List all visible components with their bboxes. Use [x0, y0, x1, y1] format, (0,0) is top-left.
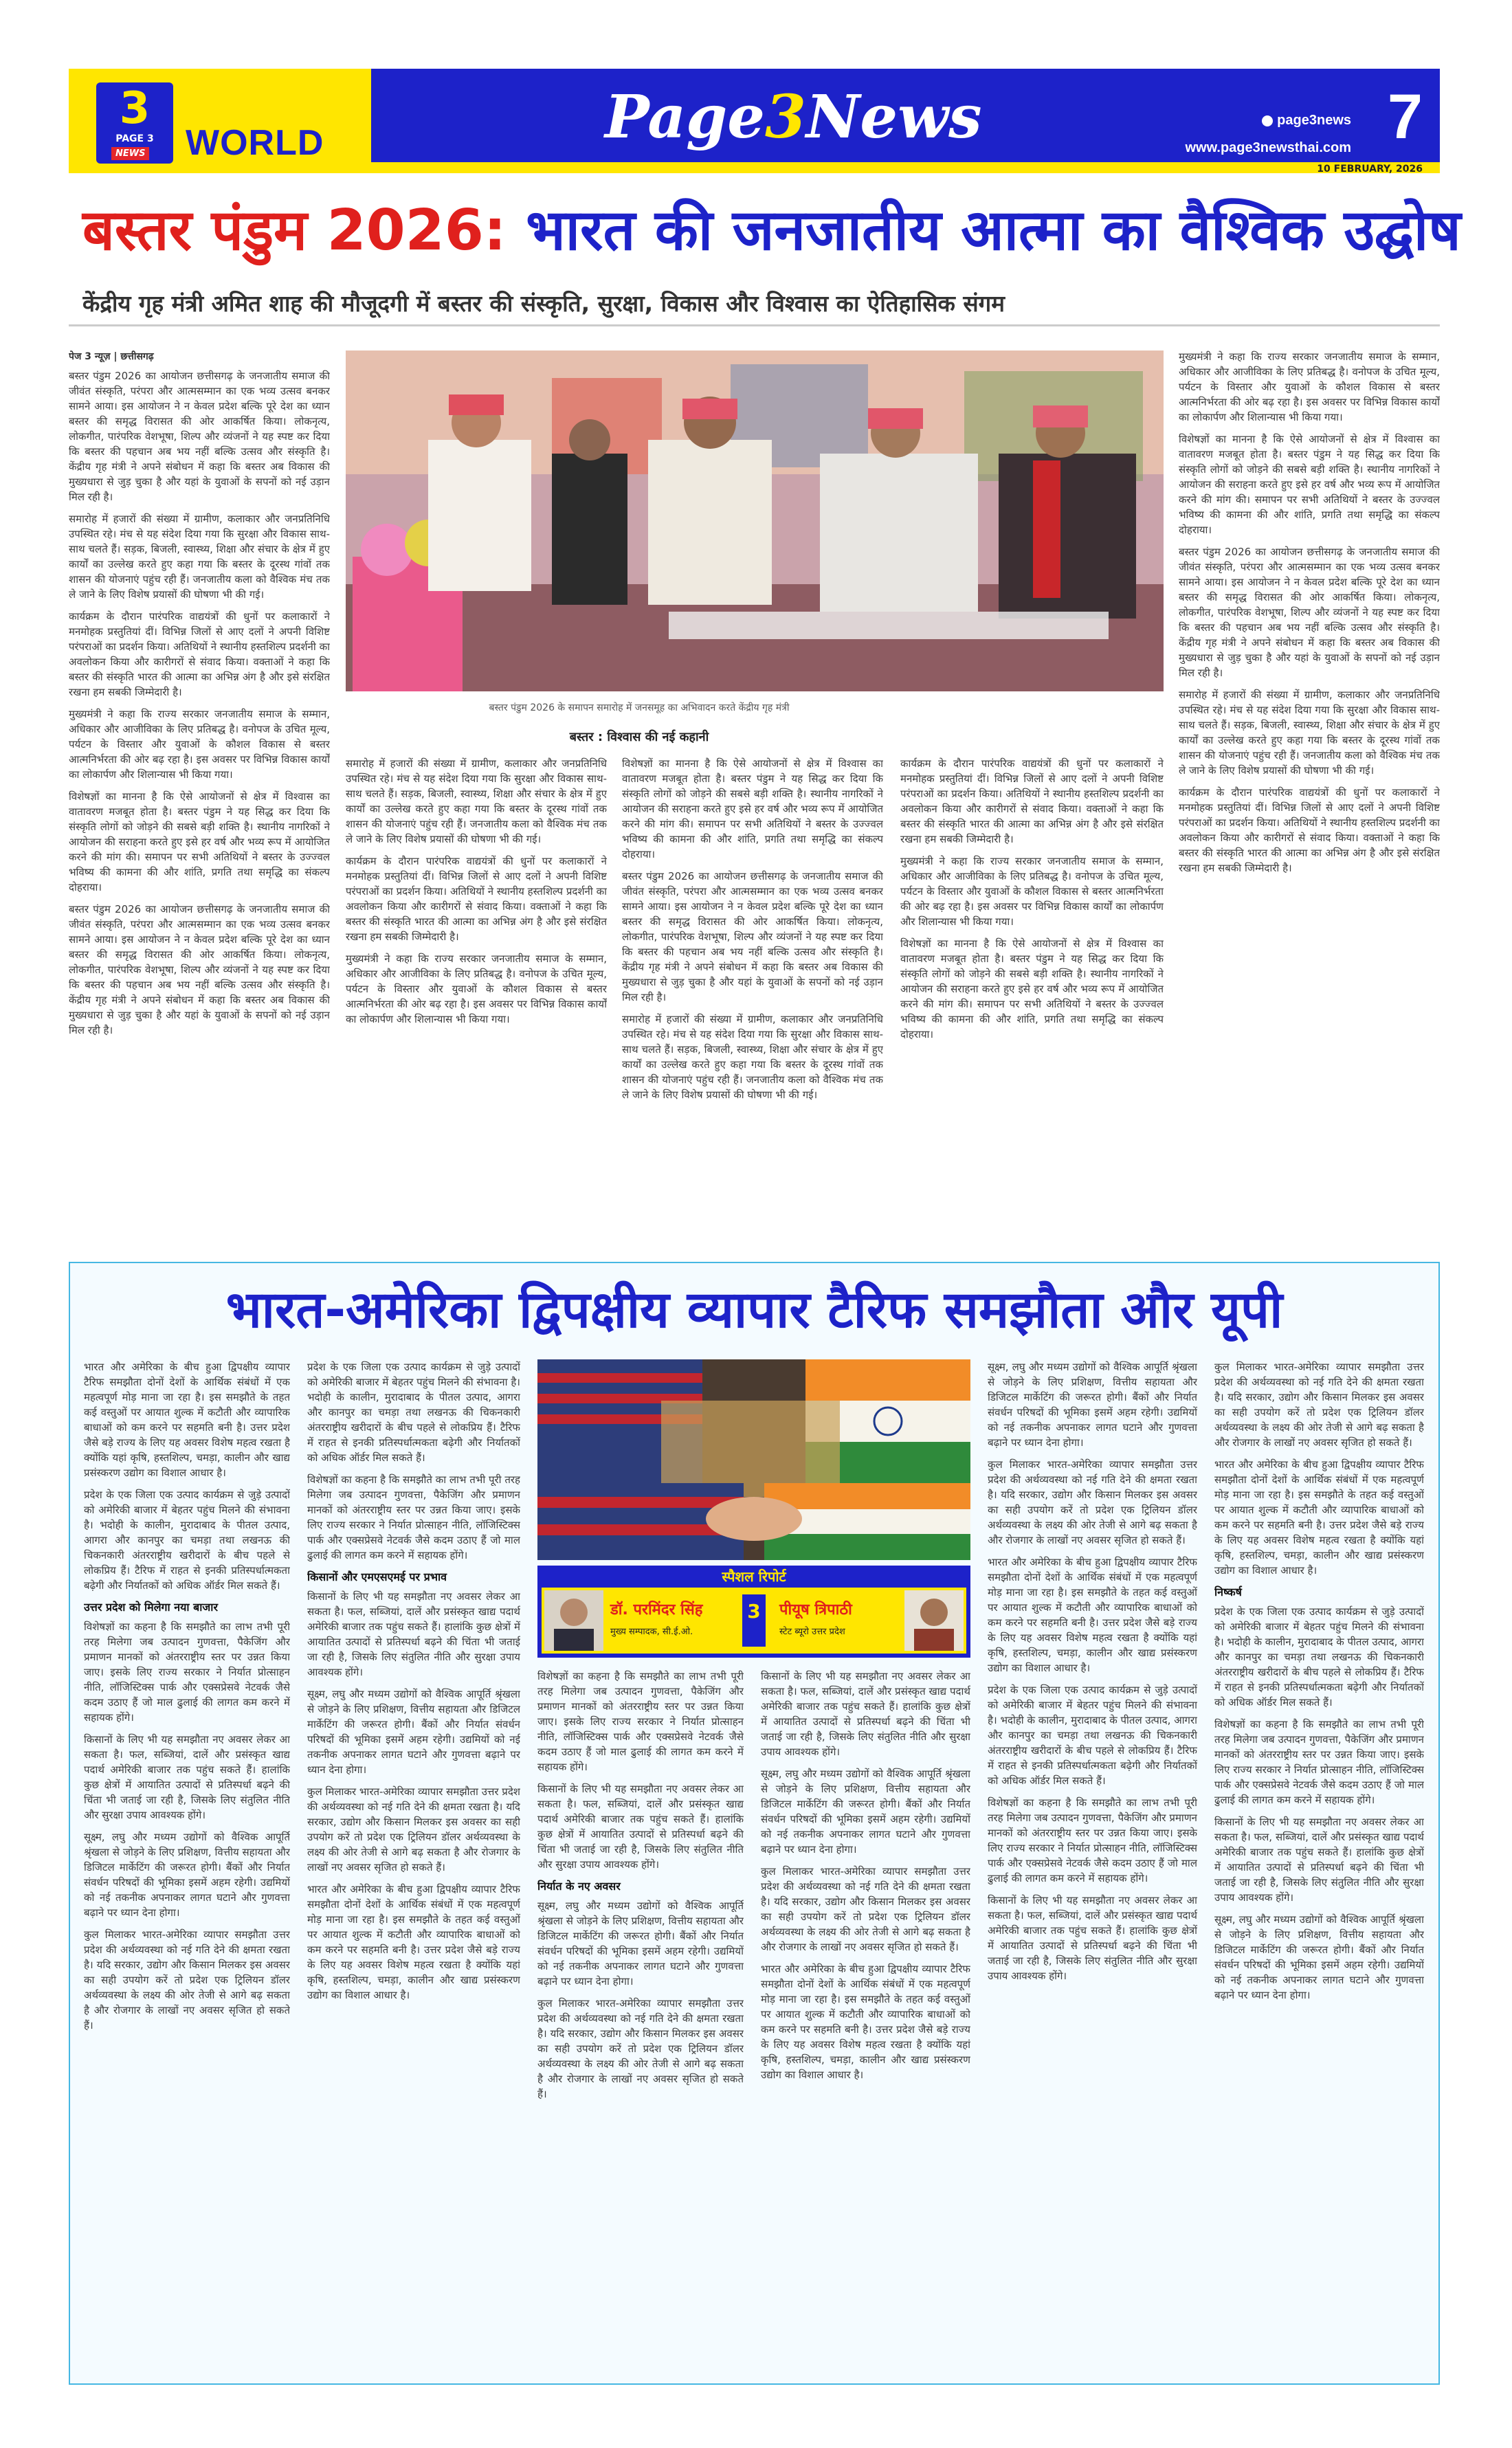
trade-paragraph: कुल मिलाकर भारत-अमेरिका व्यापार समझौता उत्तर प्रदेश की अर्थव्यवस्था को नई गति देने की क्षमता रखता है। यदि सरकार, उद्योग और किसान मिलकर इस अवसर का सही उपयोग करें तो प्रदेश एक ट्रिलियन डॉलर अर्थव्यवस्था के लक्ष्य की ओर तेजी से आगे बढ़ सकता है और रोजगार के लाखों नए अवसर सृजित हो सकते हैं।	[84, 1928, 290, 2032]
trade-paragraph: विशेषज्ञों का कहना है कि समझौते का लाभ तभी पूरी तरह मिलेगा जब उत्पादन गुणवत्ता, पैकेजिंग और प्रमाणन मानकों को अंतरराष्ट्रीय स्तर पर उन्नत किया जाए। इसके लिए राज्य सरकार ने निर्यात प्रोत्साहन नीति, लॉजिस्टिक्स पार्क और एक्सप्रेसवे नेटवर्क जैसे कदम उठाए हैं जो माल ढुलाई की लागत कम करने में सहायक होंगे।	[537, 1670, 744, 1773]
trade-paragraph: भारत और अमेरिका के बीच हुआ द्विपक्षीय व्यापार टैरिफ समझौता दोनों देशों के आर्थिक संबंधों में एक महत्वपूर्ण मोड़ माना जा रहा है। इस समझौते के तहत कई वस्तुओं पर आयात शुल्क में कटौती और व्यापारिक बाधाओं को कम करने पर सहमति बनी है। उत्तर प्रदेश जैसे बड़े राज्य के लिए यह अवसर विशेष महत्व रखता है क्योंकि यहां कृषि, हस्तशिल्प, चमड़ा, कालीन और खाद्य प्रसंस्करण उद्योग का विशाल आधार है।	[307, 1883, 520, 2001]
page3-logo	[96, 82, 173, 164]
lead-paragraph: मुख्यमंत्री ने कहा कि राज्य सरकार जनजातीय समाज के सम्मान, अधिकार और आजीविका के लिए प्रतिबद्ध है। वनोपज के उचित मूल्य, पर्यटन के विस्तार और युवाओं के कौशल विकास से बस्तर आत्मनिर्भरता की ओर बढ़ रहा है। इस अवसर पर विभिन्न विकास कार्यों का लोकार्पण और शिलान्यास भी किया गया।	[69, 708, 330, 781]
lead-column-5	[1179, 349, 1440, 1236]
trade-paragraph: प्रदेश के एक जिला एक उत्पाद कार्यक्रम से जुड़े उत्पादों को अमेरिकी बाजार में बेहतर पहुंच मिलने की संभावना है। भदोही के कालीन, मुरादाबाद के पीतल उत्पाद, आगरा और कानपुर का चमड़ा तथा लखनऊ की चिकनकारी अंतरराष्ट्रीय खरीदारों के बीच पहले से लोकप्रिय हैं। टैरिफ में राहत से इनकी प्रतिस्पर्धात्मकता बढ़ेगी और निर्यातकों को अधिक ऑर्डर मिल सकते हैं।	[84, 1489, 290, 1592]
divider	[69, 324, 1440, 326]
trade-column-3	[537, 1669, 744, 2370]
lead-paragraph: विशेषज्ञों का मानना है कि ऐसे आयोजनों से क्षेत्र में विश्वास का वातावरण मजबूत होता है। बस्तर पंडुम ने यह सिद्ध कर दिया कि संस्कृति लोगों को जोड़ने की सबसे बड़ी शक्ति है। स्थानीय नागरिकों ने आयोजन की सराहना करते हुए इसे हर वर्ष और भव्य रूप में आयोजित करने की मांग की। समापन पर सभी अतिथियों ने बस्तर के उज्ज्वल भविष्य की कामना की और शांति, प्रगति तथा समृद्धि का संकल्प दोहराया।	[622, 757, 883, 860]
trade-paragraph: सूक्ष्म, लघु और मध्यम उद्योगों को वैश्विक आपूर्ति श्रृंखला से जोड़ने के लिए प्रशिक्षण, वित्तीय सहायता और डिजिटल मार्केटिंग की जरूरत होगी। बैंकों और निर्यात संवर्धन परिषदों की भूमिका इसमें अहम रहेगी। उद्यमियों को नई तकनीक अपनाकर लागत घटाने और गुणवत्ता बढ़ाने पर ध्यान देना होगा।	[537, 1900, 744, 1988]
trade-paragraph: भारत और अमेरिका के बीच हुआ द्विपक्षीय व्यापार टैरिफ समझौता दोनों देशों के आर्थिक संबंधों में एक महत्वपूर्ण मोड़ माना जा रहा है। इस समझौते के तहत कई वस्तुओं पर आयात शुल्क में कटौती और व्यापारिक बाधाओं को कम करने पर सहमति बनी है। उत्तर प्रदेश जैसे बड़े राज्य के लिए यह अवसर विशेष महत्व रखता है क्योंकि यहां कृषि, हस्तशिल्प, चमड़ा, कालीन और खाद्य प्रसंस्करण उद्योग का विशाल आधार है।	[84, 1361, 290, 1479]
trade-paragraph: सूक्ष्म, लघु और मध्यम उद्योगों को वैश्विक आपूर्ति श्रृंखला से जोड़ने के लिए प्रशिक्षण, वित्तीय सहायता और डिजिटल मार्केटिंग की जरूरत होगी। बैंकों और निर्यात संवर्धन परिषदों की भूमिका इसमें अहम रहेगी। उद्यमियों को नई तकनीक अपनाकर लागत घटाने और गुणवत्ता बढ़ाने पर ध्यान देना होगा।	[84, 1831, 290, 1919]
trade-photo	[537, 1359, 970, 1560]
lead-paragraph: विशेषज्ञों का मानना है कि ऐसे आयोजनों से क्षेत्र में विश्वास का वातावरण मजबूत होता है। बस्तर पंडुम ने यह सिद्ध कर दिया कि संस्कृति लोगों को जोड़ने की सबसे बड़ी शक्ति है। स्थानीय नागरिकों ने आयोजन की सराहना करते हुए इसे हर वर्ष और भव्य रूप में आयोजित करने की मांग की। समापन पर सभी अतिथियों ने बस्तर के उज्ज्वल भविष्य की कामना की और शांति, प्रगति तथा समृद्धि का संकल्प दोहराया।	[1179, 433, 1440, 536]
trade-paragraph: प्रदेश के एक जिला एक उत्पाद कार्यक्रम से जुड़े उत्पादों को अमेरिकी बाजार में बेहतर पहुंच मिलने की संभावना है। भदोही के कालीन, मुरादाबाद के पीतल उत्पाद, आगरा और कानपुर का चमड़ा तथा लखनऊ की चिकनकारी अंतरराष्ट्रीय खरीदारों के बीच पहले से लोकप्रिय हैं। टैरिफ में राहत से इनकी प्रतिस्पर्धात्मकता बढ़ेगी और निर्यातकों को अधिक ऑर्डर मिल सकते हैं।	[307, 1361, 520, 1464]
brand-title	[605, 80, 982, 155]
trade-paragraph: किसानों के लिए भी यह समझौता नए अवसर लेकर आ सकता है। फल, सब्जियां, दालें और प्रसंस्कृत खाद्य पदार्थ अमेरिकी बाजार तक पहुंच सकते हैं। हालांकि कुछ क्षेत्रों में आयातित उत्पादों से प्रतिस्पर्धा बढ़ने की चिंता भी जताई जा रही है, जिसके लिए संतुलित नीति और सुरक्षा उपाय आवश्यक होंगे।	[761, 1670, 970, 1758]
lead-subheadline: केंद्रीय गृह मंत्री अमित शाह की मौजूदगी में बस्तर की संस्कृति, सुरक्षा, विकास और विश्वास का ऐतिहासिक संगम	[82, 290, 1005, 317]
brand-post: News	[805, 82, 982, 152]
trade-column-6	[1214, 1359, 1424, 2370]
lead-headline-blue: भारत की जनजातीय आत्मा का वैश्विक उद्घोष	[506, 198, 1461, 263]
trade-subhead: किसानों और एमएसएमई पर प्रभाव	[307, 1570, 447, 1583]
trade-paragraph: कुल मिलाकर भारत-अमेरिका व्यापार समझौता उत्तर प्रदेश की अर्थव्यवस्था को नई गति देने की क्षमता रखता है। यदि सरकार, उद्योग और किसान मिलकर इस अवसर का सही उपयोग करें तो प्रदेश एक ट्रिलियन डॉलर अर्थव्यवस्था के लक्ष्य की ओर तेजी से आगे बढ़ सकता है और रोजगार के लाखों नए अवसर सृजित हो सकते हैं।	[307, 1785, 520, 1873]
author2-role: स्टेट ब्यूरो उत्तर प्रदेश	[779, 1627, 845, 1637]
special-report-banner	[537, 1566, 970, 1658]
trade-column-1	[84, 1359, 290, 2370]
lead-paragraph: मुख्यमंत्री ने कहा कि राज्य सरकार जनजातीय समाज के सम्मान, अधिकार और आजीविका के लिए प्रतिबद्ध है। वनोपज के उचित मूल्य, पर्यटन के विस्तार और युवाओं के कौशल विकास से बस्तर आत्मनिर्भरता की ओर बढ़ रहा है। इस अवसर पर विभिन्न विकास कार्यों का लोकार्पण और शिलान्यास भी किया गया।	[1179, 350, 1440, 423]
lead-paragraph: बस्तर पंडुम 2026 का आयोजन छत्तीसगढ़ के जनजातीय समाज की जीवंत संस्कृति, परंपरा और आत्मसम्मान का एक भव्य उत्सव बनकर सामने आया। इस आयोजन ने न केवल प्रदेश बल्कि पूरे देश का ध्यान बस्तर की समृद्ध विरासत की ओर आकर्षित किया। लोकनृत्य, लोकगीत, पारंपरिक वेशभूषा, शिल्प और व्यंजनों ने यह स्पष्ट कर दिया कि बस्तर की पहचान अब भय नहीं बल्कि उत्सव और संस्कृति है। केंद्रीय गृह मंत्री ने अपने संबोधन में कहा कि बस्तर अब विकास की मुख्यधारा से जुड़ चुका है और यहां के युवाओं के सपनों को नई उड़ान मिल रही है।	[1179, 546, 1440, 679]
trade-headline: भारत-अमेरिका द्विपक्षीय व्यापार टैरिफ समझौता और यूपी	[225, 1280, 1283, 1339]
lead-paragraph: कार्यक्रम के दौरान पारंपरिक वाद्ययंत्रों की धुनों पर कलाकारों ने मनमोहक प्रस्तुतियां दीं। विभिन्न जिलों से आए दलों ने अपनी विशिष्ट परंपराओं का प्रदर्शन किया। अतिथियों ने स्थानीय हस्तशिल्प प्रदर्शनी का अवलोकन किया और कारीगरों से संवाद किया। वक्ताओं ने कहा कि बस्तर की संस्कृति भारत की आत्मा का अभिन्न अंग है और इसे संरक्षित रखना हम सबकी जिम्मेदारी है।	[1179, 786, 1440, 874]
trade-paragraph: सूक्ष्म, लघु और मध्यम उद्योगों को वैश्विक आपूर्ति श्रृंखला से जोड़ने के लिए प्रशिक्षण, वित्तीय सहायता और डिजिटल मार्केटिंग की जरूरत होगी। बैंकों और निर्यात संवर्धन परिषदों की भूमिका इसमें अहम रहेगी। उद्यमियों को नई तकनीक अपनाकर लागत घटाने और गुणवत्ता बढ़ाने पर ध्यान देना होगा।	[1214, 1913, 1424, 2001]
trade-paragraph: किसानों के लिए भी यह समझौता नए अवसर लेकर आ सकता है। फल, सब्जियां, दालें और प्रसंस्कृत खाद्य पदार्थ अमेरिकी बाजार तक पहुंच सकते हैं। हालांकि कुछ क्षेत्रों में आयातित उत्पादों से प्रतिस्पर्धा बढ़ने की चिंता भी जताई जा रही है, जिसके लिए संतुलित नीति और सुरक्षा उपाय आवश्यक होंगे।	[84, 1733, 290, 1821]
trade-paragraph: प्रदेश के एक जिला एक उत्पाद कार्यक्रम से जुड़े उत्पादों को अमेरिकी बाजार में बेहतर पहुंच मिलने की संभावना है। भदोही के कालीन, मुरादाबाद के पीतल उत्पाद, आगरा और कानपुर का चमड़ा तथा लखनऊ की चिकनकारी अंतरराष्ट्रीय खरीदारों के बीच पहले से लोकप्रिय हैं। टैरिफ में राहत से इनकी प्रतिस्पर्धात्मकता बढ़ेगी और निर्यातकों को अधिक ऑर्डर मिल सकते हैं।	[1214, 1605, 1424, 1709]
lead-paragraph: बस्तर पंडुम 2026 का आयोजन छत्तीसगढ़ के जनजातीय समाज की जीवंत संस्कृति, परंपरा और आत्मसम्मान का एक भव्य उत्सव बनकर सामने आया। इस आयोजन ने न केवल प्रदेश बल्कि पूरे देश का ध्यान बस्तर की समृद्ध विरासत की ओर आकर्षित किया। लोकनृत्य, लोकगीत, पारंपरिक वेशभूषा, शिल्प और व्यंजनों ने यह स्पष्ट कर दिया कि बस्तर की पहचान अब भय नहीं बल्कि उत्सव और संस्कृति है। केंद्रीय गृह मंत्री ने अपने संबोधन में कहा कि बस्तर अब विकास की मुख्यधारा से जुड़ चुका है और यहां के युवाओं के सपनों को नई उड़ान मिल रही है।	[69, 903, 330, 1036]
masthead	[69, 69, 1440, 173]
trade-paragraph: किसानों के लिए भी यह समझौता नए अवसर लेकर आ सकता है। फल, सब्जियां, दालें और प्रसंस्कृत खाद्य पदार्थ अमेरिकी बाजार तक पहुंच सकते हैं। हालांकि कुछ क्षेत्रों में आयातित उत्पादों से प्रतिस्पर्धा बढ़ने की चिंता भी जताई जा रही है, जिसके लिए संतुलित नीति और सुरक्षा उपाय आवश्यक होंगे।	[537, 1783, 744, 1871]
lead-paragraph: बस्तर पंडुम 2026 का आयोजन छत्तीसगढ़ के जनजातीय समाज की जीवंत संस्कृति, परंपरा और आत्मसम्मान का एक भव्य उत्सव बनकर सामने आया। इस आयोजन ने न केवल प्रदेश बल्कि पूरे देश का ध्यान बस्तर की समृद्ध विरासत की ओर आकर्षित किया। लोकनृत्य, लोकगीत, पारंपरिक वेशभूषा, शिल्प और व्यंजनों ने यह स्पष्ट कर दिया कि बस्तर की पहचान अब भय नहीं बल्कि उत्सव और संस्कृति है। केंद्रीय गृह मंत्री ने अपने संबोधन में कहा कि बस्तर अब विकास की मुख्यधारा से जुड़ चुका है और यहां के युवाओं के सपनों को नई उड़ान मिल रही है।	[622, 870, 883, 1003]
trade-paragraph: सूक्ष्म, लघु और मध्यम उद्योगों को वैश्विक आपूर्ति श्रृंखला से जोड़ने के लिए प्रशिक्षण, वित्तीय सहायता और डिजिटल मार्केटिंग की जरूरत होगी। बैंकों और निर्यात संवर्धन परिषदों की भूमिका इसमें अहम रहेगी। उद्यमियों को नई तकनीक अपनाकर लागत घटाने और गुणवत्ता बढ़ाने पर ध्यान देना होगा।	[761, 1768, 970, 1856]
lead-paragraph: कार्यक्रम के दौरान पारंपरिक वाद्ययंत्रों की धुनों पर कलाकारों ने मनमोहक प्रस्तुतियां दीं। विभिन्न जिलों से आए दलों ने अपनी विशिष्ट परंपराओं का प्रदर्शन किया। अतिथियों ने स्थानीय हस्तशिल्प प्रदर्शनी का अवलोकन किया और कारीगरों से संवाद किया। वक्ताओं ने कहा कि बस्तर की संस्कृति भारत की आत्मा का अभिन्न अंग है और इसे संरक्षित रखना हम सबकी जिम्मेदारी है।	[69, 610, 330, 698]
brand-pre: Page	[605, 82, 765, 152]
lead-column-3	[622, 756, 883, 1237]
date-line: 10 FEBRUARY, 2026	[1317, 164, 1423, 175]
trade-paragraph: कुल मिलाकर भारत-अमेरिका व्यापार समझौता उत्तर प्रदेश की अर्थव्यवस्था को नई गति देने की क्षमता रखता है। यदि सरकार, उद्योग और किसान मिलकर इस अवसर का सही उपयोग करें तो प्रदेश एक ट्रिलियन डॉलर अर्थव्यवस्था के लक्ष्य की ओर तेजी से आगे बढ़ सकता है और रोजगार के लाखों नए अवसर सृजित हो सकते हैं।	[537, 1997, 744, 2100]
lead-paragraph: मुख्यमंत्री ने कहा कि राज्य सरकार जनजातीय समाज के सम्मान, अधिकार और आजीविका के लिए प्रतिबद्ध है। वनोपज के उचित मूल्य, पर्यटन के विस्तार और युवाओं के कौशल विकास से बस्तर आत्मनिर्भरता की ओर बढ़ रहा है। इस अवसर पर विभिन्न विकास कार्यों का लोकार्पण और शिलान्यास भी किया गया।	[346, 953, 607, 1025]
lead-paragraph: समारोह में हजारों की संख्या में ग्रामीण, कलाकार और जनप्रतिनिधि उपस्थित रहे। मंच से यह संदेश दिया गया कि सुरक्षा और विकास साथ-साथ चलते हैं। सड़क, बिजली, स्वास्थ्य, शिक्षा और संचार के क्षेत्र में हुए कार्यों का उल्लेख करते हुए कहा गया कि बस्तर के दूरस्थ गांवों तक शासन की योजनाएं पहुंच रही हैं। जनजातीय कला को वैश्विक मंच तक ले जाने के लिए विशेष प्रयासों की घोषणा भी की गई।	[69, 513, 330, 601]
trade-paragraph: कुल मिलाकर भारत-अमेरिका व्यापार समझौता उत्तर प्रदेश की अर्थव्यवस्था को नई गति देने की क्षमता रखता है। यदि सरकार, उद्योग और किसान मिलकर इस अवसर का सही उपयोग करें तो प्रदेश एक ट्रिलियन डॉलर अर्थव्यवस्था के लक्ष्य की ओर तेजी से आगे बढ़ सकता है और रोजगार के लाखों नए अवसर सृजित हो सकते हैं।	[988, 1458, 1197, 1546]
mini-logo: 3	[742, 1594, 766, 1647]
author1-name: डॉ. परमिंदर सिंह	[610, 1601, 703, 1618]
trade-paragraph: प्रदेश के एक जिला एक उत्पाद कार्यक्रम से जुड़े उत्पादों को अमेरिकी बाजार में बेहतर पहुंच मिलने की संभावना है। भदोही के कालीन, मुरादाबाद के पीतल उत्पाद, आगरा और कानपुर का चमड़ा तथा लखनऊ की चिकनकारी अंतरराष्ट्रीय खरीदारों के बीच पहले से लोकप्रिय हैं। टैरिफ में राहत से इनकी प्रतिस्पर्धात्मकता बढ़ेगी और निर्यातकों को अधिक ऑर्डर मिल सकते हैं।	[988, 1684, 1197, 1787]
trade-paragraph: भारत और अमेरिका के बीच हुआ द्विपक्षीय व्यापार टैरिफ समझौता दोनों देशों के आर्थिक संबंधों में एक महत्वपूर्ण मोड़ माना जा रहा है। इस समझौते के तहत कई वस्तुओं पर आयात शुल्क में कटौती और व्यापारिक बाधाओं को कम करने पर सहमति बनी है। उत्तर प्रदेश जैसे बड़े राज्य के लिए यह अवसर विशेष महत्व रखता है क्योंकि यहां कृषि, हस्तशिल्प, चमड़ा, कालीन और खाद्य प्रसंस्करण उद्योग का विशाल आधार है।	[1214, 1458, 1424, 1577]
lead-column-1	[69, 349, 330, 1311]
social-icon	[1262, 115, 1273, 126]
author2-name: पीयूष त्रिपाठी	[779, 1601, 852, 1618]
lead-paragraph: कार्यक्रम के दौरान पारंपरिक वाद्ययंत्रों की धुनों पर कलाकारों ने मनमोहक प्रस्तुतियां दीं। विभिन्न जिलों से आए दलों ने अपनी विशिष्ट परंपराओं का प्रदर्शन किया। अतिथियों ने स्थानीय हस्तशिल्प प्रदर्शनी का अवलोकन किया और कारीगरों से संवाद किया। वक्ताओं ने कहा कि बस्तर की संस्कृति भारत की आत्मा का अभिन्न अंग है और इसे संरक्षित रखना हम सबकी जिम्मेदारी है।	[346, 855, 607, 943]
lead-paragraph: मुख्यमंत्री ने कहा कि राज्य सरकार जनजातीय समाज के सम्मान, अधिकार और आजीविका के लिए प्रतिबद्ध है। वनोपज के उचित मूल्य, पर्यटन के विस्तार और युवाओं के कौशल विकास से बस्तर आत्मनिर्भरता की ओर बढ़ रहा है। इस अवसर पर विभिन्न विकास कार्यों का लोकार्पण और शिलान्यास भी किया गया।	[900, 855, 1164, 928]
page-number: 7	[1387, 82, 1423, 152]
trade-paragraph: भारत और अमेरिका के बीच हुआ द्विपक्षीय व्यापार टैरिफ समझौता दोनों देशों के आर्थिक संबंधों में एक महत्वपूर्ण मोड़ माना जा रहा है। इस समझौते के तहत कई वस्तुओं पर आयात शुल्क में कटौती और व्यापारिक बाधाओं को कम करने पर सहमति बनी है। उत्तर प्रदेश जैसे बड़े राज्य के लिए यह अवसर विशेष महत्व रखता है क्योंकि यहां कृषि, हस्तशिल्प, चमड़ा, कालीन और खाद्य प्रसंस्करण उद्योग का विशाल आधार है।	[761, 1963, 970, 2081]
lead-paragraph: समारोह में हजारों की संख्या में ग्रामीण, कलाकार और जनप्रतिनिधि उपस्थित रहे। मंच से यह संदेश दिया गया कि सुरक्षा और विकास साथ-साथ चलते हैं। सड़क, बिजली, स्वास्थ्य, शिक्षा और संचार के क्षेत्र में हुए कार्यों का उल्लेख करते हुए कहा गया कि बस्तर के दूरस्थ गांवों तक शासन की योजनाएं पहुंच रही हैं। जनजातीय कला को वैश्विक मंच तक ले जाने के लिए विशेष प्रयासों की घोषणा भी की गई।	[622, 1013, 883, 1101]
logo-news: NEWS	[111, 147, 149, 160]
trade-column-4	[761, 1669, 970, 2370]
trade-paragraph: कुल मिलाकर भारत-अमेरिका व्यापार समझौता उत्तर प्रदेश की अर्थव्यवस्था को नई गति देने की क्षमता रखता है। यदि सरकार, उद्योग और किसान मिलकर इस अवसर का सही उपयोग करें तो प्रदेश एक ट्रिलियन डॉलर अर्थव्यवस्था के लक्ष्य की ओर तेजी से आगे बढ़ सकता है और रोजगार के लाखों नए अवसर सृजित हो सकते हैं।	[761, 1865, 970, 1953]
lead-paragraph: विशेषज्ञों का मानना है कि ऐसे आयोजनों से क्षेत्र में विश्वास का वातावरण मजबूत होता है। बस्तर पंडुम ने यह सिद्ध कर दिया कि संस्कृति लोगों को जोड़ने की सबसे बड़ी शक्ति है। स्थानीय नागरिकों ने आयोजन की सराहना करते हुए इसे हर वर्ष और भव्य रूप में आयोजित करने की मांग की। समापन पर सभी अतिथियों ने बस्तर के उज्ज्वल भविष्य की कामना की और शांति, प्रगति तथा समृद्धि का संकल्प दोहराया।	[69, 790, 330, 893]
lead-paragraph: समारोह में हजारों की संख्या में ग्रामीण, कलाकार और जनप्रतिनिधि उपस्थित रहे। मंच से यह संदेश दिया गया कि सुरक्षा और विकास साथ-साथ चलते हैं। सड़क, बिजली, स्वास्थ्य, शिक्षा और संचार के क्षेत्र में हुए कार्यों का उल्लेख करते हुए कहा गया कि बस्तर के दूरस्थ गांवों तक शासन की योजनाएं पहुंच रही हैं। जनजातीय कला को वैश्विक मंच तक ले जाने के लिए विशेष प्रयासों की घोषणा भी की गई।	[346, 757, 607, 845]
trade-subhead: उत्तर प्रदेश को मिलेगा नया बाजार	[84, 1601, 218, 1614]
lead-paragraph: बस्तर पंडुम 2026 का आयोजन छत्तीसगढ़ के जनजातीय समाज की जीवंत संस्कृति, परंपरा और आत्मसम्मान का एक भव्य उत्सव बनकर सामने आया। इस आयोजन ने न केवल प्रदेश बल्कि पूरे देश का ध्यान बस्तर की समृद्ध विरासत की ओर आकर्षित किया। लोकनृत्य, लोकगीत, पारंपरिक वेशभूषा, शिल्प और व्यंजनों ने यह स्पष्ट कर दिया कि बस्तर की पहचान अब भय नहीं बल्कि उत्सव और संस्कृति है। केंद्रीय गृह मंत्री ने अपने संबोधन में कहा कि बस्तर अब विकास की मुख्यधारा से जुड़ चुका है और यहां के युवाओं के सपनों को नई उड़ान मिल रही है।	[69, 370, 330, 503]
website-link[interactable]: www.page3newsthai.com	[1185, 140, 1351, 155]
trade-paragraph: सूक्ष्म, लघु और मध्यम उद्योगों को वैश्विक आपूर्ति श्रृंखला से जोड़ने के लिए प्रशिक्षण, वित्तीय सहायता और डिजिटल मार्केटिंग की जरूरत होगी। बैंकों और निर्यात संवर्धन परिषदों की भूमिका इसमें अहम रहेगी। उद्यमियों को नई तकनीक अपनाकर लागत घटाने और गुणवत्ता बढ़ाने पर ध्यान देना होगा।	[988, 1361, 1197, 1449]
author2-avatar	[904, 1590, 964, 1651]
trade-paragraph: कुल मिलाकर भारत-अमेरिका व्यापार समझौता उत्तर प्रदेश की अर्थव्यवस्था को नई गति देने की क्षमता रखता है। यदि सरकार, उद्योग और किसान मिलकर इस अवसर का सही उपयोग करें तो प्रदेश एक ट्रिलियन डॉलर अर्थव्यवस्था के लक्ष्य की ओर तेजी से आगे बढ़ सकता है और रोजगार के लाखों नए अवसर सृजित हो सकते हैं।	[1214, 1361, 1424, 1449]
trade-column-5	[988, 1359, 1197, 2370]
logo-sub: PAGE 3	[115, 133, 154, 144]
trade-column-2	[307, 1359, 520, 2370]
trade-paragraph: विशेषज्ञों का कहना है कि समझौते का लाभ तभी पूरी तरह मिलेगा जब उत्पादन गुणवत्ता, पैकेजिंग और प्रमाणन मानकों को अंतरराष्ट्रीय स्तर पर उन्नत किया जाए। इसके लिए राज्य सरकार ने निर्यात प्रोत्साहन नीति, लॉजिस्टिक्स पार्क और एक्सप्रेसवे नेटवर्क जैसे कदम उठाए हैं जो माल ढुलाई की लागत कम करने में सहायक होंगे।	[988, 1796, 1197, 1884]
lead-headline-red: बस्तर पंडुम 2026:	[82, 198, 507, 263]
lead-photo-caption: बस्तर पंडुम 2026 के समापन समारोह में जनसमूह का अभिवादन करते केंद्रीय गृह मंत्री	[489, 702, 790, 713]
lead-mid-heading: बस्तर : विश्वास की नई कहानी	[569, 730, 709, 744]
special-report-title: स्पैशल रिपोर्ट	[722, 1568, 786, 1585]
trade-paragraph: किसानों के लिए भी यह समझौता नए अवसर लेकर आ सकता है। फल, सब्जियां, दालें और प्रसंस्कृत खाद्य पदार्थ अमेरिकी बाजार तक पहुंच सकते हैं। हालांकि कुछ क्षेत्रों में आयातित उत्पादों से प्रतिस्पर्धा बढ़ने की चिंता भी जताई जा रही है, जिसके लिए संतुलित नीति और सुरक्षा उपाय आवश्यक होंगे।	[1214, 1816, 1424, 1904]
trade-paragraph: सूक्ष्म, लघु और मध्यम उद्योगों को वैश्विक आपूर्ति श्रृंखला से जोड़ने के लिए प्रशिक्षण, वित्तीय सहायता और डिजिटल मार्केटिंग की जरूरत होगी। बैंकों और निर्यात संवर्धन परिषदों की भूमिका इसमें अहम रहेगी। उद्यमियों को नई तकनीक अपनाकर लागत घटाने और गुणवत्ता बढ़ाने पर ध्यान देना होगा।	[307, 1688, 520, 1776]
lead-photo	[346, 350, 1164, 691]
trade-paragraph: किसानों के लिए भी यह समझौता नए अवसर लेकर आ सकता है। फल, सब्जियां, दालें और प्रसंस्कृत खाद्य पदार्थ अमेरिकी बाजार तक पहुंच सकते हैं। हालांकि कुछ क्षेत्रों में आयातित उत्पादों से प्रतिस्पर्धा बढ़ने की चिंता भी जताई जा रही है, जिसके लिए संतुलित नीति और सुरक्षा उपाय आवश्यक होंगे।	[307, 1590, 520, 1678]
logo-number: 3	[119, 83, 151, 134]
lead-paragraph: कार्यक्रम के दौरान पारंपरिक वाद्ययंत्रों की धुनों पर कलाकारों ने मनमोहक प्रस्तुतियां दीं। विभिन्न जिलों से आए दलों ने अपनी विशिष्ट परंपराओं का प्रदर्शन किया। अतिथियों ने स्थानीय हस्तशिल्प प्रदर्शनी का अवलोकन किया और कारीगरों से संवाद किया। वक्ताओं ने कहा कि बस्तर की संस्कृति भारत की आत्मा का अभिन्न अंग है और इसे संरक्षित रखना हम सबकी जिम्मेदारी है।	[900, 757, 1164, 845]
lead-headline	[82, 197, 1461, 265]
trade-subhead: निष्कर्ष	[1214, 1585, 1242, 1599]
section-label: WORLD	[186, 123, 324, 163]
lead-paragraph: विशेषज्ञों का मानना है कि ऐसे आयोजनों से क्षेत्र में विश्वास का वातावरण मजबूत होता है। बस्तर पंडुम ने यह सिद्ध कर दिया कि संस्कृति लोगों को जोड़ने की सबसे बड़ी शक्ति है। स्थानीय नागरिकों ने आयोजन की सराहना करते हुए इसे हर वर्ष और भव्य रूप में आयोजित करने की मांग की। समापन पर सभी अतिथियों ने बस्तर के उज्ज्वल भविष्य की कामना की और शांति, प्रगति तथा समृद्धि का संकल्प दोहराया।	[900, 937, 1164, 1041]
author1-avatar	[544, 1590, 603, 1651]
trade-paragraph: विशेषज्ञों का कहना है कि समझौते का लाभ तभी पूरी तरह मिलेगा जब उत्पादन गुणवत्ता, पैकेजिंग और प्रमाणन मानकों को अंतरराष्ट्रीय स्तर पर उन्नत किया जाए। इसके लिए राज्य सरकार ने निर्यात प्रोत्साहन नीति, लॉजिस्टिक्स पार्क और एक्सप्रेसवे नेटवर्क जैसे कदम उठाए हैं जो माल ढुलाई की लागत कम करने में सहायक होंगे।	[307, 1473, 520, 1561]
lead-photo-illustration	[346, 350, 1164, 691]
author1-role: मुख्य सम्पादक, सी.ई.ओ.	[610, 1627, 693, 1637]
trade-subhead: निर्यात के नए अवसर	[537, 1880, 621, 1893]
handshake-illustration	[537, 1359, 970, 1560]
trade-paragraph: विशेषज्ञों का कहना है कि समझौते का लाभ तभी पूरी तरह मिलेगा जब उत्पादन गुणवत्ता, पैकेजिंग और प्रमाणन मानकों को अंतरराष्ट्रीय स्तर पर उन्नत किया जाए। इसके लिए राज्य सरकार ने निर्यात प्रोत्साहन नीति, लॉजिस्टिक्स पार्क और एक्सप्रेसवे नेटवर्क जैसे कदम उठाए हैं जो माल ढुलाई की लागत कम करने में सहायक होंगे।	[84, 1621, 290, 1724]
social-handle[interactable]	[1262, 113, 1351, 129]
newspaper-page	[69, 69, 1461, 2385]
special-report-authors	[542, 1588, 966, 1654]
lead-byline: पेज 3 न्यूज़ | छत्तीसगढ़	[69, 351, 154, 362]
social-handle-text: page3news	[1277, 113, 1351, 128]
trade-paragraph: विशेषज्ञों का कहना है कि समझौते का लाभ तभी पूरी तरह मिलेगा जब उत्पादन गुणवत्ता, पैकेजिंग और प्रमाणन मानकों को अंतरराष्ट्रीय स्तर पर उन्नत किया जाए। इसके लिए राज्य सरकार ने निर्यात प्रोत्साहन नीति, लॉजिस्टिक्स पार्क और एक्सप्रेसवे नेटवर्क जैसे कदम उठाए हैं जो माल ढुलाई की लागत कम करने में सहायक होंगे।	[1214, 1718, 1424, 1806]
lead-column-4	[900, 756, 1164, 1237]
brand-three: 3	[764, 82, 806, 152]
trade-paragraph: भारत और अमेरिका के बीच हुआ द्विपक्षीय व्यापार टैरिफ समझौता दोनों देशों के आर्थिक संबंधों में एक महत्वपूर्ण मोड़ माना जा रहा है। इस समझौते के तहत कई वस्तुओं पर आयात शुल्क में कटौती और व्यापारिक बाधाओं को कम करने पर सहमति बनी है। उत्तर प्रदेश जैसे बड़े राज्य के लिए यह अवसर विशेष महत्व रखता है क्योंकि यहां कृषि, हस्तशिल्प, चमड़ा, कालीन और खाद्य प्रसंस्करण उद्योग का विशाल आधार है।	[988, 1556, 1197, 1674]
lead-column-2	[346, 756, 607, 1237]
lead-paragraph: समारोह में हजारों की संख्या में ग्रामीण, कलाकार और जनप्रतिनिधि उपस्थित रहे। मंच से यह संदेश दिया गया कि सुरक्षा और विकास साथ-साथ चलते हैं। सड़क, बिजली, स्वास्थ्य, शिक्षा और संचार के क्षेत्र में हुए कार्यों का उल्लेख करते हुए कहा गया कि बस्तर के दूरस्थ गांवों तक शासन की योजनाएं पहुंच रही हैं। जनजातीय कला को वैश्विक मंच तक ले जाने के लिए विशेष प्रयासों की घोषणा भी की गई।	[1179, 689, 1440, 777]
trade-story-box	[69, 1262, 1440, 2385]
trade-paragraph: किसानों के लिए भी यह समझौता नए अवसर लेकर आ सकता है। फल, सब्जियां, दालें और प्रसंस्कृत खाद्य पदार्थ अमेरिकी बाजार तक पहुंच सकते हैं। हालांकि कुछ क्षेत्रों में आयातित उत्पादों से प्रतिस्पर्धा बढ़ने की चिंता भी जताई जा रही है, जिसके लिए संतुलित नीति और सुरक्षा उपाय आवश्यक होंगे।	[988, 1894, 1197, 1982]
